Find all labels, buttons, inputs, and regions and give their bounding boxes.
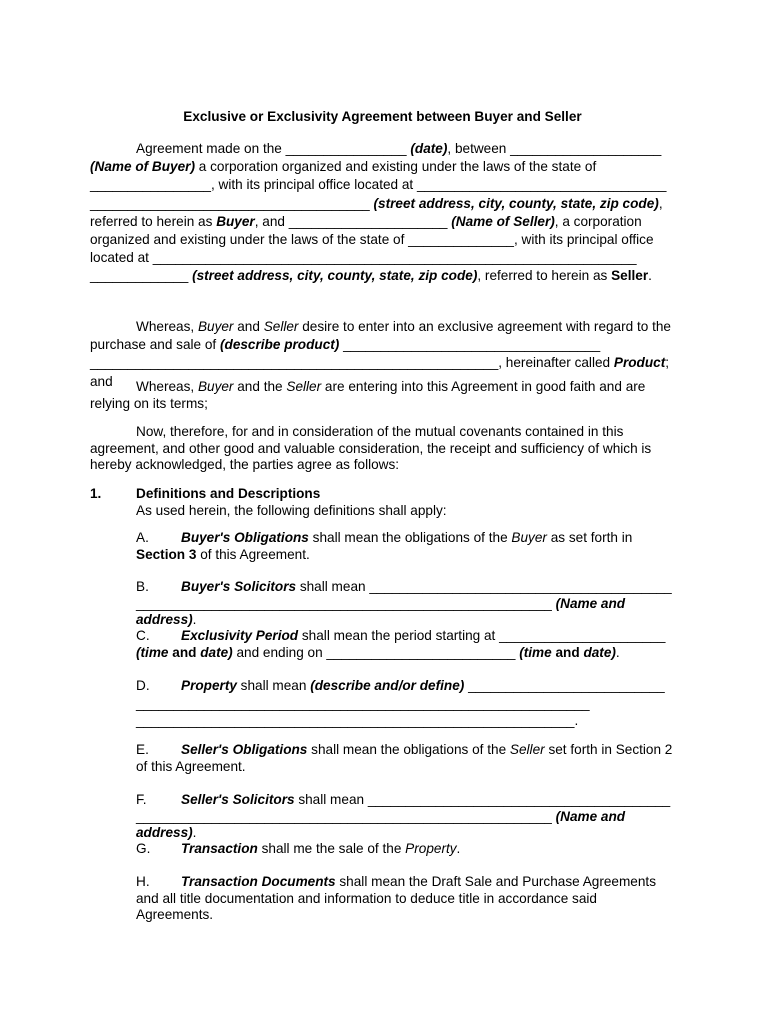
document-title: Exclusive or Exclusivity Agreement between Buyer and Seller [183, 109, 582, 124]
definition-a: A. Buyer's Obligations shall mean the obligations of the Buyer as set forth in Section 3 of this Agreement. [136, 530, 633, 562]
whereas-paragraph-1: Whereas, Buyer and Seller desire to enter into an exclusive agreement with regard to the purchase and sale of (describe product) __________________________________ ______________________________________________________, hereinafter called Product; and [90, 319, 671, 389]
definition-d: D. Property shall mean (describe and/or define) __________________________ ____________________________________________________________ __________________________________________________________. [136, 678, 665, 728]
section-lead: As used herein, the following definitions shall apply: [136, 502, 447, 518]
intro-paragraph: Agreement made on the ________________ (date), between ____________________ (Name of Buyer) a corporation organized and existing under the laws of the state of ________________, with its principal office located at _________________________________ _____________________________________ (street address, city, county, state, zip code), referred to herein as Buyer, and _____________________ (Name of Seller), a corporation organized and existing under the laws of the state of ______________, with its principal office located at ________________________________________________________________ _____________ (street address, city, county, state, zip code), referred to herein as Seller. [90, 141, 667, 284]
definition-c: C. Exclusivity Period shall mean the period starting at ______________________ (time and date) and ending on _________________________ (time and date). [136, 628, 666, 660]
definition-g: G. Transaction shall me the sale of the Property. [136, 841, 461, 856]
now-therefore-paragraph: Now, therefore, for and in consideration of the mutual covenants contained in this agreement, and other good and valuable consideration, the receipt and sufficiency of which is hereby acknowledged, the parties agree as follows: [90, 424, 652, 472]
section-heading: Definitions and Descriptions [136, 486, 321, 501]
section-number: 1. [90, 486, 102, 501]
whereas-paragraph-2: Whereas, Buyer and the Seller are entering into this Agreement in good faith and are relying on its terms; [90, 379, 646, 411]
definition-f: F. Seller's Solicitors shall mean ________________________________________ _______________________________________________________ (Name and address). [136, 792, 671, 840]
definition-b: B. Buyer's Solicitors shall mean ________________________________________ _______________________________________________________ (Name and address). [136, 579, 672, 627]
definition-h: H. Transaction Documents shall mean the Draft Sale and Purchase Agreements and all title documentation and information to deduce title in accordance said Agreements. [136, 874, 656, 922]
definition-e: E. Seller's Obligations shall mean the obligations of the Seller set forth in Section 2 of this Agreement. [136, 742, 673, 774]
